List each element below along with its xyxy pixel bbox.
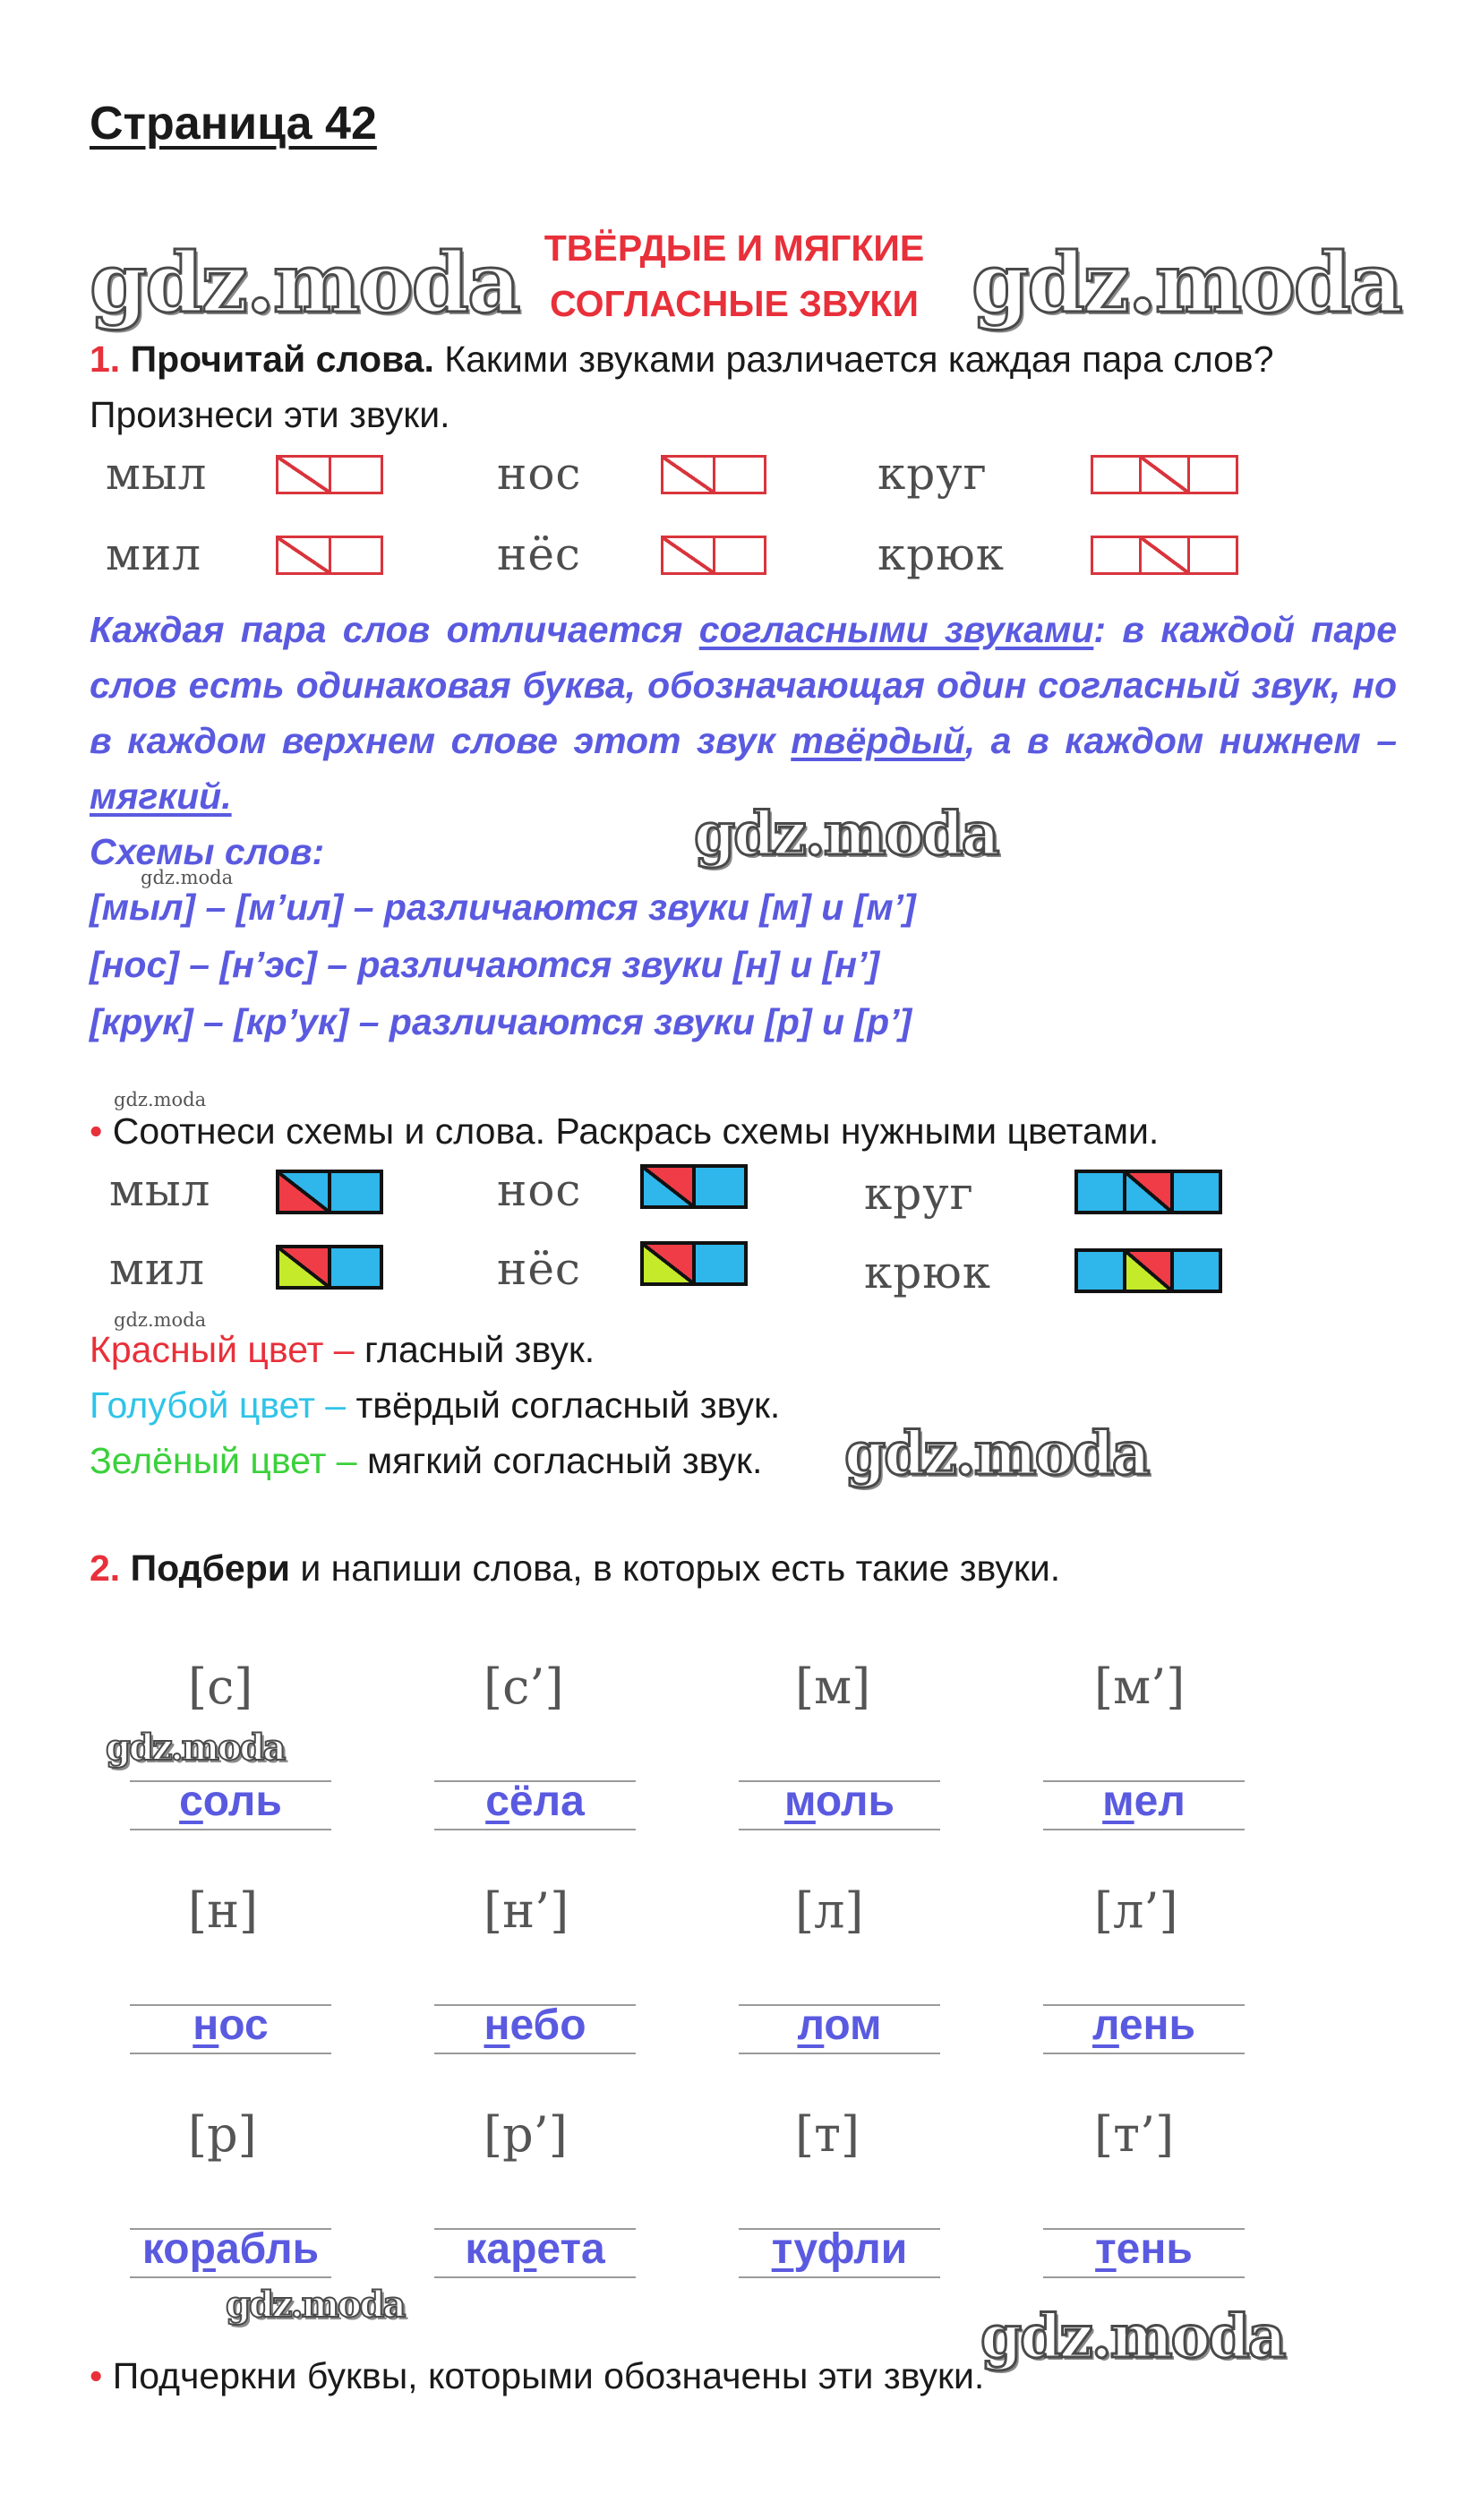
- answer-word: лом: [739, 1999, 940, 2054]
- colored-scheme: [1074, 1248, 1222, 1293]
- sound-label: [м’]: [1094, 1659, 1186, 1715]
- legend-colored: Зелёный цвет –: [90, 1440, 357, 1481]
- watermark: gdz.moda: [694, 799, 998, 869]
- answer-underlined: мягкий.: [90, 776, 232, 817]
- sound-label: [м]: [795, 1659, 871, 1715]
- answer-text: : в каждой паре слов есть одинаковая буква, обозначающая один согласный звук, но в каждом верхнем слове этот звук: [90, 609, 1398, 761]
- watermark: gdz.moda: [226, 2284, 405, 2326]
- word-myl: мыл: [106, 448, 208, 500]
- sound-label: [р’]: [484, 2106, 568, 2163]
- word-nyos: нёс: [497, 528, 581, 580]
- answer-word: мел: [1043, 1775, 1245, 1830]
- answer-word: корабль: [130, 2223, 331, 2278]
- topic-line-1: ТВЁРДЫЕ И МЯГКИЕ: [544, 227, 925, 269]
- watermark: gdz.moda: [106, 1727, 285, 1769]
- task1-number: 1.: [90, 339, 121, 380]
- answer-underlined: твёрдый: [791, 720, 965, 761]
- answer-word: лень: [1043, 1999, 1245, 2054]
- word-nyos: нёс: [497, 1243, 581, 1295]
- empty-scheme: [276, 536, 383, 575]
- word-kryuk: крюк: [877, 528, 1006, 580]
- empty-scheme: [1091, 455, 1238, 494]
- legend-colored: Голубой цвет –: [90, 1384, 347, 1426]
- legend-soft: [90, 1433, 762, 1488]
- scheme-line: [нос] – [н’эс] – различаются звуки [н] и [н’]: [90, 944, 880, 985]
- sound-label: [л’]: [1094, 1882, 1178, 1939]
- sound-label: [с’]: [484, 1659, 564, 1715]
- bullet-icon: •: [90, 1110, 103, 1152]
- legend-hard: [90, 1377, 780, 1433]
- task2-note: [90, 2348, 984, 2404]
- sound-label: [р]: [188, 2106, 257, 2163]
- answer-word: соль: [130, 1775, 331, 1830]
- answer-word: нос: [130, 1999, 331, 2054]
- word-krug: круг: [877, 448, 988, 500]
- colored-scheme: [276, 1245, 383, 1290]
- scheme-line: [мыл] – [м’ил] – различаются звуки [м] и [м’]: [90, 887, 916, 928]
- sound-label: [н’]: [484, 1882, 569, 1939]
- legend-vowel: [90, 1322, 595, 1377]
- colored-scheme: [1074, 1170, 1222, 1214]
- watermark-small: gdz.moda: [141, 867, 234, 888]
- task1b-text: Соотнеси схемы и слова. Раскрась схемы нужными цветами.: [112, 1110, 1160, 1152]
- task1-bold: Прочитай слова.: [130, 339, 434, 380]
- answer-word: туфли: [739, 2223, 940, 2278]
- answer-word: карета: [434, 2223, 636, 2278]
- watermark: gdz.moda: [980, 2301, 1285, 2371]
- colored-scheme: [640, 1241, 748, 1286]
- word-myl: мыл: [109, 1164, 211, 1216]
- task2-bold: Подбери: [130, 1547, 290, 1589]
- answer-text: , а в каждом нижнем –: [964, 720, 1398, 761]
- empty-scheme: [661, 536, 766, 575]
- word-nos: нос: [497, 448, 582, 500]
- schemes-title: Схемы слов:: [90, 831, 325, 872]
- empty-scheme: [276, 455, 383, 494]
- sound-label: [т]: [795, 2106, 860, 2163]
- sound-label: [с]: [188, 1659, 253, 1715]
- task1-question: Какими звуками различается каждая пара слов?: [433, 339, 1274, 380]
- watermark-small: gdz.moda: [114, 1089, 207, 1110]
- answer-word: сёла: [434, 1775, 636, 1830]
- sound-label: [т’]: [1094, 2106, 1175, 2163]
- sound-label: [н]: [188, 1882, 259, 1939]
- task1-instruction: [90, 331, 1415, 387]
- word-mil: мил: [106, 528, 201, 580]
- watermark: gdz.moda: [90, 235, 519, 331]
- answer-word: моль: [739, 1775, 940, 1830]
- answer-word: тень: [1043, 2223, 1245, 2278]
- watermark-small: gdz.moda: [114, 1309, 207, 1331]
- answer-text: Каждая пара слов отличается: [90, 609, 699, 650]
- task1-answer: [90, 602, 1397, 824]
- legend-colored: Красный цвет –: [90, 1329, 355, 1370]
- topic-line-2: СОГЛАСНЫЕ ЗВУКИ: [550, 283, 919, 324]
- colored-scheme: [276, 1170, 383, 1214]
- legend-text: гласный звук.: [354, 1329, 595, 1370]
- page-title: Страница 42: [90, 98, 377, 150]
- legend-text: твёрдый согласный звук.: [346, 1384, 781, 1426]
- topic-heading: [501, 220, 967, 331]
- answer-word: небо: [434, 1999, 636, 2054]
- watermark: gdz.moda: [844, 1419, 1149, 1488]
- bullet-icon: •: [90, 2355, 103, 2396]
- word-mil: мил: [109, 1243, 205, 1295]
- legend-text: мягкий согласный звук.: [356, 1440, 763, 1481]
- task2-note-text: Подчеркни буквы, которыми обозначены эти звуки.: [112, 2355, 985, 2396]
- task2-instruction: [90, 1540, 1060, 1596]
- sound-label: [л]: [795, 1882, 864, 1939]
- task2-text: и напиши слова, в которых есть такие звуки.: [289, 1547, 1061, 1589]
- answer-underlined: согласными звуками: [698, 609, 1094, 650]
- task1b-instruction: [90, 1103, 1159, 1159]
- empty-scheme: [1091, 536, 1238, 575]
- task1-instruction-line2: Произнеси эти звуки.: [90, 394, 450, 435]
- watermark: gdz.moda: [972, 235, 1401, 331]
- word-kryuk: крюк: [864, 1247, 992, 1299]
- task2-number: 2.: [90, 1547, 121, 1589]
- empty-scheme: [661, 455, 766, 494]
- word-nos: нос: [497, 1164, 582, 1216]
- colored-scheme: [640, 1164, 748, 1209]
- word-krug: круг: [864, 1168, 974, 1220]
- scheme-line: [крук] – [кр’ук] – различаются звуки [р] и [р’]: [90, 1001, 912, 1042]
